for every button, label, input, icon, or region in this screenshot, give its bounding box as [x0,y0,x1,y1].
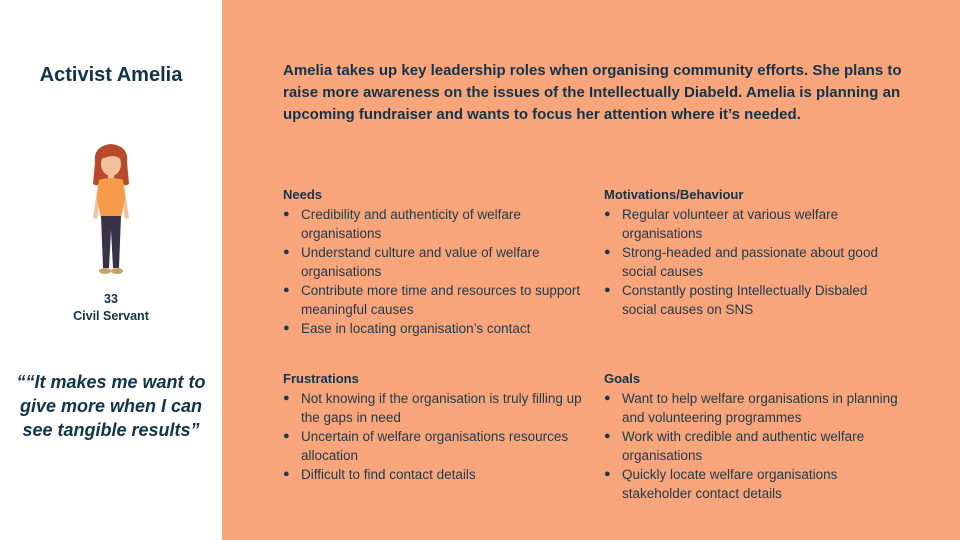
goals-list [604,389,904,503]
needs-list [283,205,583,338]
list-item: ● Constantly posting Intellectually Disbaled social causes on SNS [604,283,868,317]
persona-sidebar [0,0,222,540]
list-item: ● Difficult to find contact details [283,467,476,482]
frustrations-list [283,389,583,484]
frustrations-heading: Frustrations [283,371,359,386]
needs-section [283,186,583,338]
bullet-icon: ● [283,468,290,480]
list-item: ● Uncertain of welfare organisations resources allocation [283,429,569,463]
goals-heading: Goals [604,371,641,386]
bullet-icon: ● [604,430,611,442]
bullet-icon: ● [604,246,611,258]
persona-demographics [0,291,222,325]
list-item: ● Contribute more time and resources to support meaningful causes [283,283,581,317]
motivations-list [604,205,904,319]
bullet-icon: ● [604,208,611,220]
list-item: ● Understand culture and value of welfare organisations [283,245,540,279]
frustrations-section [283,370,583,484]
bullet-icon: ● [283,392,290,404]
persona-avatar-illustration [81,140,141,280]
bullet-icon: ● [604,284,611,296]
bullet-icon: ● [283,208,290,220]
bullet-icon: ● [283,246,290,258]
persona-summary: Amelia takes up key leadership roles when organising community efforts. She plans to raise more awareness on the issues of the Intellectually Diabeld. Amelia is planning an upcoming fundraiser and wants to focus her attention where it’s needed. [283,62,902,123]
list-item: ● Ease in locating organisation’s contact [283,321,531,336]
bullet-icon: ● [283,430,290,442]
bullet-icon: ● [283,322,290,334]
bullet-icon: ● [604,468,611,480]
motivations-heading: Motivations/Behaviour [604,187,744,202]
list-item: ● Not knowing if the organisation is truly filling up the gaps in need [283,391,582,425]
list-item: ● Want to help welfare organisations in planning and volunteering programmes [604,391,898,425]
persona-age: 33 [104,292,118,306]
goals-section [604,370,904,503]
motivations-section [604,186,904,319]
list-item: ● Quickly locate welfare organisations stakeholder contact details [604,467,838,501]
persona-quote: ““It makes me want to give more when I can see tangible results” [16,372,206,440]
bullet-icon: ● [283,284,290,296]
persona-occupation: Civil Servant [73,309,149,323]
list-item: ● Strong-headed and passionate about good social causes [604,245,878,279]
list-item: ● Credibility and authenticity of welfare organisations [283,207,521,241]
list-item: ● Work with credible and authentic welfare organisations [604,429,865,463]
bullet-icon: ● [604,392,611,404]
list-item: ● Regular volunteer at various welfare organisations [604,207,839,241]
needs-heading: Needs [283,187,323,202]
persona-name: Activist Amelia [39,64,183,86]
